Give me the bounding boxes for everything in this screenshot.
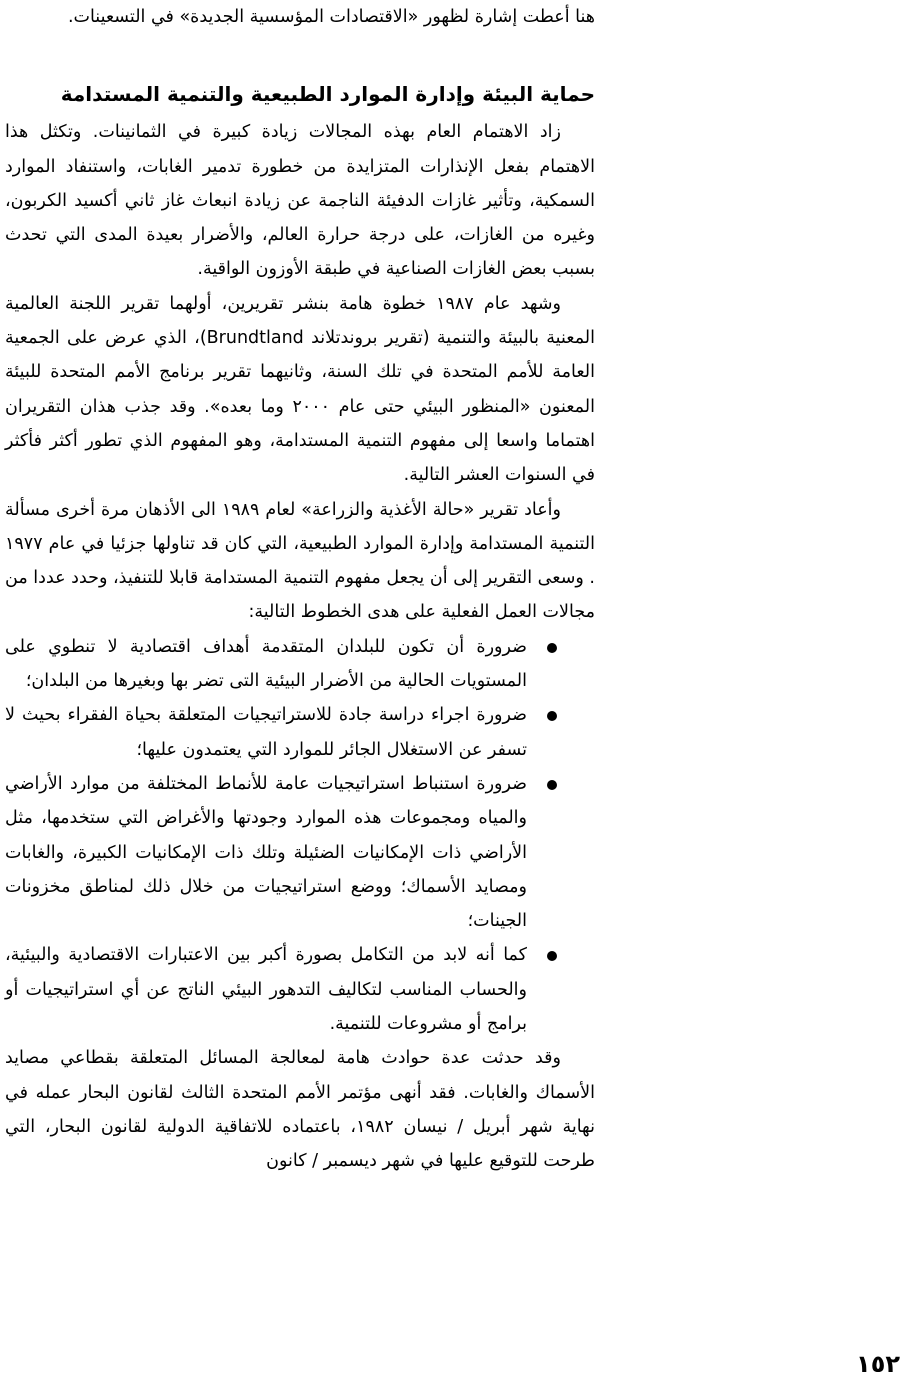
list-item-text: ضرورة أن تكون للبلدان المتقدمة أهداف اقتصادية لا تنطوي على المستويات الحالية من الأضرار البيئية التى تضر بها وبغيرها من البلدان؛ [5, 636, 527, 692]
bullet-icon [547, 780, 557, 790]
section-heading: حماية البيئة وإدارة الموارد الطبيعية والتنمية المستدامة [60, 82, 595, 107]
list-item-text: كما أنه لابد من التكامل بصورة أكبر بين الاعتبارات الاقتصادية والبيئية، والحساب المناسب لتكاليف التدهور البيئي الناتج عن أي استراتيجيات أو برامج أو مشروعات للتنمية. [5, 945, 527, 1035]
list-item [5, 630, 595, 699]
list-item [5, 938, 595, 1041]
paragraph-1987-reports: وشهد عام ١٩٨٧ خطوة هامة بنشر تقريرين، أولهما تقرير اللجنة العالمية المعنية بالبيئة والتنمية (تقرير بروندتلاند Brundtland)، الذي عرض على الجمعية العامة للأمم المتحدة في تلك السنة، وثانيهما تقرير برنامج الأمم المتحدة للبيئة المعنون «المنظور البيئي حتى عام ٢٠٠٠ وما بعده». وقد جذب هذان التقريران اهتماما واسعا إلى مفهوم التنمية المستدامة، وهو المفهوم الذي تطور أكثر فأكثر في السنوات العشر التالية. [5, 293, 596, 486]
guidelines-list [5, 630, 595, 1042]
closing-paragraph: وقد حدثت عدة حوادث هامة لمعالجة المسائل المتعلقة بقطاعي مصايد الأسماك والغابات. فقد أنهى مؤتمر الأمم المتحدة الثالث لقانون البحار عمله في نهاية شهر أبريل / نيسان ١٩٨٢، باعتماده للاتفاقية الدولية لقانون البحار، التي طرحت للتوقيع عليها في شهر ديسمبر / كانون [5, 1048, 595, 1172]
paragraph-1989-report: وأعاد تقرير «حالة الأغذية والزراعة» لعام ١٩٨٩ الى الأذهان مرة أخرى مسألة التنمية المستدامة وإدارة الموارد الطبيعية، التي كان قد تناولها جزئيا في عام ١٩٧٧ . وسعى التقرير إلى أن يجعل مفهوم التنمية المستدامة قابلا للتنفيذ، وحدد عددا من مجالات العمل الفعلية على هدى الخطوط التالية: [5, 499, 595, 623]
list-item [5, 698, 595, 767]
bullet-icon [547, 643, 557, 653]
list-item [5, 767, 595, 938]
paragraph-interest-eighties: زاد الاهتمام العام بهذه المجالات زيادة كبيرة في الثمانينات. وتكثل هذا الاهتمام بفعل الإنذارات المتزايدة من خطورة تدمير الغابات، واستنفاد الموارد السمكية، وتأثير غازات الدفيئة الناجمة عن زيادة انبعاث غاز ثاني أكسيد الكربون، وغيره من الغازات، على درجة حرارة العالم، والأضرار بعيدة المدى التي تحدث بسبب بعض الغازات الصناعية في طبقة الأوزون الواقية. [5, 122, 595, 280]
bullet-icon [547, 951, 557, 961]
list-item-text: ضرورة استنباط استراتيجيات عامة للأنماط المختلفة من موارد الأراضي والمياه ومجموعات هذه الموارد وجودتها والأغراض التي ستخدمها، مثل الأراضي ذات الإمكانيات الضئيلة وتلك ذات الإمكانيات الكبيرة، والغابات ومصايد الأسماك؛ ووضع استراتيجيات من خلال ذلك لمناطق مخزونات الجينات؛ [5, 773, 527, 932]
opening-paragraph: هنا أعطت إشارة لظهور «الاقتصادات المؤسسية الجديدة» في التسعينات. [67, 7, 595, 27]
document-page [5, 0, 595, 1179]
list-item-text: ضرورة اجراء دراسة جادة للاستراتيجيات المتعلقة بحياة الفقراء بحيث لا تسفر عن الاستغلال الجائر للموارد التي يعتمدون عليها؛ [5, 705, 527, 760]
bullet-icon [547, 711, 557, 721]
page-number: ١٥٢ [856, 1350, 900, 1378]
